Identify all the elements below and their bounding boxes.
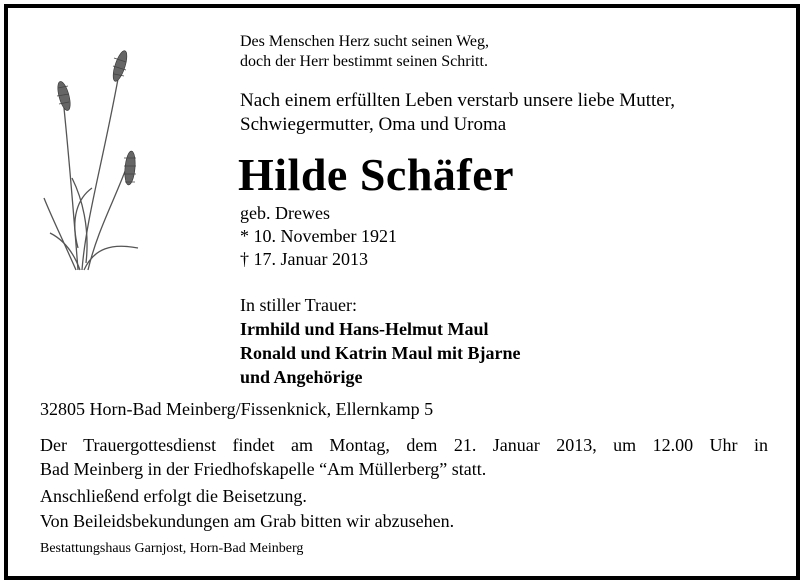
birth-date: * 10. November 1921 xyxy=(240,226,397,246)
mourner-name: Ronald und Katrin Maul mit Bjarne xyxy=(240,343,521,363)
deceased-name: Hilde Schäfer xyxy=(238,149,515,200)
intro-line-2: Schwiegermutter, Oma und Uroma xyxy=(240,114,507,135)
motto-line-2: doch der Herr bestimmt seinen Schritt. xyxy=(240,53,488,70)
burial-note: Anschließend erfolgt die Beisetzung. xyxy=(40,486,307,506)
condolence-request: Von Beileidsbekundungen am Grab bitten wir abzusehen. xyxy=(40,511,455,531)
wheat-icon xyxy=(42,48,152,273)
address: 32805 Horn-Bad Meinberg/Fissenknick, Ellernkamp 5 xyxy=(40,399,434,419)
mourner-name: und Angehörige xyxy=(240,367,363,387)
service-line-1: Der Trauergottesdienst findet am Montag, dem 21. Januar 2013, um 12.00 Uhr in xyxy=(40,435,768,455)
intro-line-1: Nach einem erfüllten Leben verstarb unsere liebe Mutter, xyxy=(240,90,675,111)
mourner-name: Irmhild und Hans-Helmut Maul xyxy=(240,319,489,339)
motto-line-1: Des Menschen Herz sucht seinen Weg, xyxy=(240,33,490,50)
maiden-name: geb. Drewes xyxy=(240,203,330,223)
death-date: † 17. Januar 2013 xyxy=(240,249,368,269)
mourners-heading: In stiller Trauer: xyxy=(240,295,357,315)
undertaker: Bestattungshaus Garnjost, Horn-Bad Meinberg xyxy=(40,541,304,556)
service-line-2: Bad Meinberg in der Friedhofskapelle “Am Müllerberg” statt. xyxy=(40,459,487,479)
